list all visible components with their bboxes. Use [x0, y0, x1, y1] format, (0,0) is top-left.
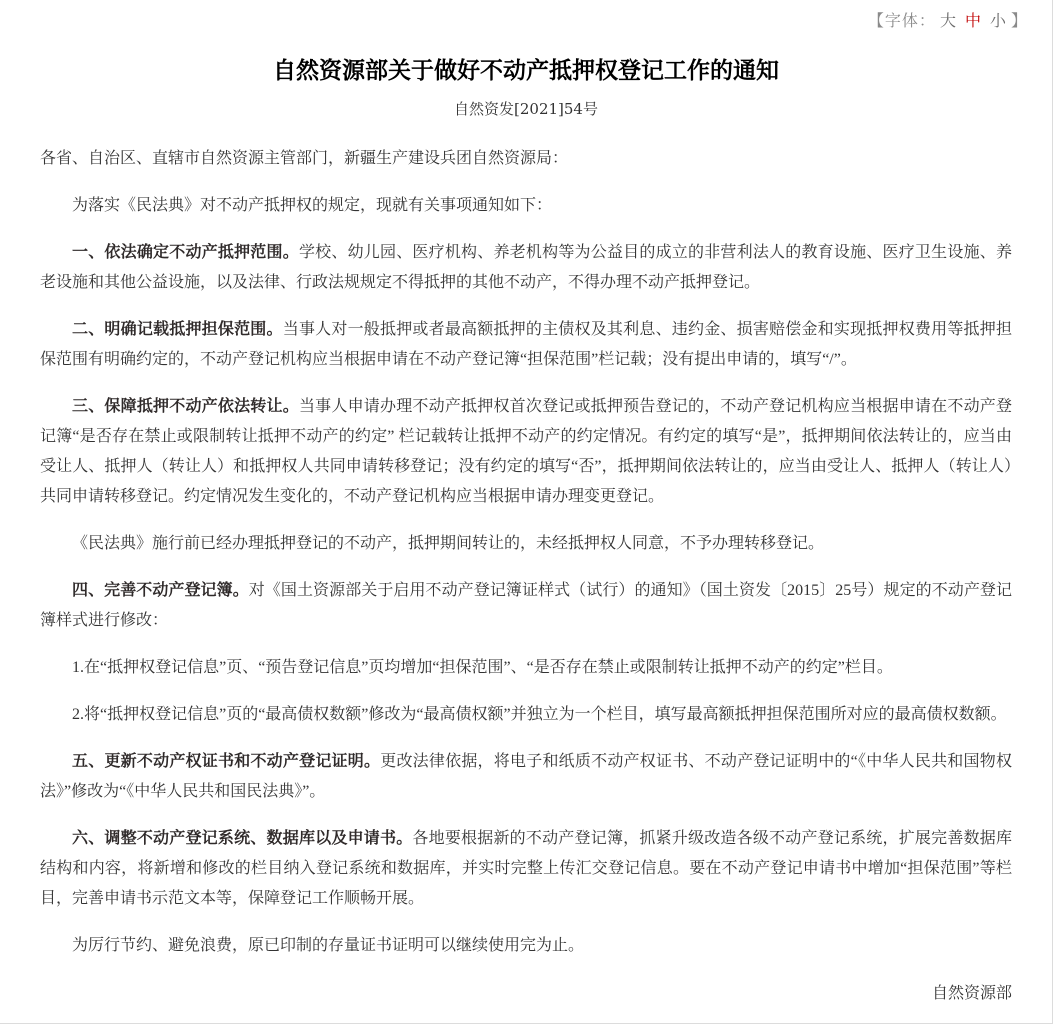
font-selector-bracket-close: 】 — [1010, 13, 1028, 30]
section-1-body: 学校、幼儿园、医疗机构、养老机构等为公益目的成立的非营利法人的教育设施、医疗卫生设施、养老设施和其他公益设施，以及法律、行政法规规定不得抵押的其他不动产，不得办理不动产抵押登记。 — [40, 244, 1012, 291]
paragraph-civil-code-note — [40, 529, 1012, 559]
section-2-body: 当事人对一般抵押或者最高额抵押的主债权及其利息、违约金、损害赔偿金和实现抵押权费用等抵押担保范围有明确约定的，不动产登记机构应当根据申请在不动产登记簿“担保范围”栏记载；没有提出申请的，填写“/”。 — [40, 321, 1012, 368]
closing-body: 为厉行节约、避免浪费，原已印制的存量证书证明可以继续使用完为止。 — [72, 937, 585, 954]
section-3-body: 当事人申请办理不动产抵押权首次登记或抵押预告登记的，不动产登记机构应当根据申请在不动产登记簿“是否存在禁止或限制转让抵押不动产的约定” 栏记载转让抵押不动产的约定情况。有约定的填写“是”，抵押期间依法转让的，应当由受让人、抵押人（转让人）和抵押权人共同申请转移登记；没有约定的填写“否”，抵押期间依法转让的，应当由受让人、抵押人（转让人）共同申请转移登记。约定情况发生变化的，不动产登记机构应当根据申请办理变更登记。 — [40, 398, 1012, 505]
paragraph-section-3 — [40, 392, 1012, 512]
paragraph-section-5 — [40, 747, 1012, 807]
paragraph-closing — [40, 931, 1012, 961]
font-size-large-button[interactable]: 大 — [939, 13, 957, 30]
paragraph-item-2 — [40, 700, 1012, 730]
page-title: 自然资源部关于做好不动产抵押权登记工作的通知 — [273, 58, 779, 83]
civil-code-note-body: 《民法典》施行前已经办理抵押登记的不动产，抵押期间转让的，未经抵押权人同意，不予办理转移登记。 — [72, 535, 825, 552]
section-4-body: 对《国土资源部关于启用不动产登记簿证样式（试行）的通知》（国土资发〔2015〕25号）规定的不动产登记簿样式进行修改： — [40, 582, 1012, 629]
section-2-heading: 二、明确记载抵押担保范围。 — [72, 321, 283, 338]
section-5-body: 更改法律依据，将电子和纸质不动产权证书、不动产登记证明中的“《中华人民共和国物权法》”修改为“《中华人民共和国民法典》”。 — [40, 753, 1012, 800]
section-6-body: 各地要根据新的不动产登记簿，抓紧升级改造各级不动产登记系统，扩展完善数据库结构和内容，将新增和修改的栏目纳入登记系统和数据库，并实时完整上传汇交登记信息。要在不动产登记申请书中增加“担保范围”等栏目，完善申请书示范文本等，保障登记工作顺畅开展。 — [40, 830, 1012, 907]
paragraph-section-6 — [40, 824, 1012, 914]
paragraph-section-2 — [40, 315, 1012, 375]
section-1-heading: 一、依法确定不动产抵押范围。 — [72, 244, 299, 261]
font-selector-label: 字体： — [884, 13, 936, 30]
item-1-body: 1.在“抵押权登记信息”页、“预告登记信息”页均增加“担保范围”、“是否存在禁止或限制转让抵押不动产的约定”栏目。 — [72, 659, 893, 676]
section-3-heading: 三、保障抵押不动产依法转让。 — [72, 398, 299, 415]
font-selector-bracket-open: 【 — [867, 13, 885, 30]
paragraph-item-1 — [40, 653, 1012, 683]
paragraph-section-1 — [40, 238, 1012, 298]
paragraph-section-4 — [40, 576, 1012, 636]
document-number: 自然资发[2021]54号 — [454, 100, 598, 118]
font-size-selector — [0, 0, 1052, 32]
item-2-body: 2.将“抵押权登记信息”页的“最高债权数额”修改为“最高债权额”并独立为一个栏目，填写最高额抵押担保范围所对应的最高债权数额。 — [72, 706, 1007, 723]
font-size-small-button[interactable]: 小 — [989, 13, 1007, 30]
font-size-medium-button[interactable]: 中 — [964, 13, 982, 30]
section-6-heading: 六、调整不动产登记系统、数据库以及申请书。 — [72, 830, 413, 847]
section-4-heading: 四、完善不动产登记簿。 — [72, 582, 249, 599]
salutation-paragraph: 各省、自治区、直辖市自然资源主管部门，新疆生产建设兵团自然资源局： — [40, 150, 569, 167]
intro-paragraph: 为落实《民法典》对不动产抵押权的规定，现就有关事项通知如下： — [72, 197, 553, 214]
issuer-signature: 自然资源部 — [931, 985, 1012, 1002]
document-body — [0, 119, 1052, 961]
section-5-heading: 五、更新不动产权证书和不动产登记证明。 — [72, 753, 381, 770]
